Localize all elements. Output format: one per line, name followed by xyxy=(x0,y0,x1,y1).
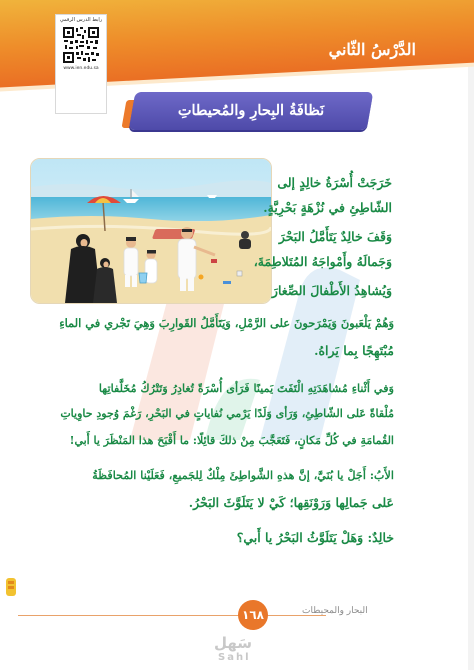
paragraph-3-line-2 xyxy=(60,406,394,422)
paragraph-3-line-3 xyxy=(70,433,394,449)
emblem-icon xyxy=(4,576,18,598)
unit-label: البحار والمحيطات xyxy=(302,606,368,616)
paragraph-2-line-5 xyxy=(314,343,394,359)
speaker-label: الأَبُ: xyxy=(369,468,394,482)
page-edge xyxy=(468,0,474,670)
lesson-title: الدَّرْسُ الثّاني xyxy=(328,40,416,59)
text-fragment: مُبْتَهِجًا بِما يَراهُ. xyxy=(314,343,394,358)
beach-family-illustration xyxy=(30,158,272,304)
brand-name-arabic: سَهل xyxy=(214,634,253,652)
paragraph-2-line-4 xyxy=(59,315,394,331)
qr-code-icon[interactable] xyxy=(62,26,100,64)
text-fragment: وَهُمْ يَلْعَبونَ وَيَمْرَحونَ على الرَّمْلِ، وَيَتَأَمَّلُ القَوارِبَ وَهِيَ تَجْري في الماءِ xyxy=(59,316,394,330)
paragraph-1-line-2 xyxy=(263,200,392,216)
text-fragment: أَجَلْ يا بُنَيَّ، إنَّ هذهِ الشَّواطِئَ مِلْكٌ لِلجَميعِ، فَعَلَيْنا المُحافَظَةُ xyxy=(92,468,370,482)
text-fragment: وَقَفَ خالِدٌ يَتَأَمَّلُ البَحْرَ xyxy=(278,229,392,244)
paragraph-2-line-3 xyxy=(272,283,392,299)
paragraph-4-line-2 xyxy=(189,495,394,511)
paragraph-5-line-1 xyxy=(237,530,394,546)
paragraph-4-line-1 xyxy=(92,467,394,484)
text-fragment: خَرَجَتْ أُسْرَةُ خالِدٍ إلى xyxy=(277,175,392,190)
section-title: نَظافَةُ البِحارِ والمُحيطاتِ xyxy=(177,102,325,119)
qr-caption: رابط الدرس الرقمي xyxy=(59,17,103,23)
text-fragment: عَلى جَمالِها وَرَوْنَقِها؛ كَيْ لا يَتَلَوَّثَ البَحْرُ. xyxy=(188,495,394,510)
paragraph-2-line-1 xyxy=(279,229,392,245)
text-fragment: الشّاطِئِ في نُزْهَةٍ بَحْرِيَّةٍ. xyxy=(263,200,392,215)
text-fragment: وَيُشاهِدُ الأَطْفالَ الصِّغارَ xyxy=(271,283,392,298)
paragraph-2-line-2 xyxy=(254,254,392,270)
paragraph-3-line-1 xyxy=(99,380,394,397)
header-dots xyxy=(430,62,460,68)
text-fragment: وَهَلْ يَتَلَوَّثُ البَحْرُ يا أَبي؟ xyxy=(236,530,368,545)
text-fragment: وَفي أَثْناءِ مُشاهَدَتِهِ الْتَفَتَ يَمينًا فَرَأى أُسْرَةً تُغادِرُ وَتَتْرُكُ مُخَلَّفاتِها xyxy=(98,381,394,395)
speaker-label: خالِدٌ: xyxy=(367,530,394,545)
brand-name-english: Sahl xyxy=(218,652,251,663)
text-fragment: القُمامَةِ في كُلِّ مَكانٍ، فَتَعَجَّبَ مِنْ ذلكَ قائِلًا: ما أَقْبَحَ هذا المَنْظَرَ يا أَبي! xyxy=(69,434,394,447)
paragraph-1-line-1 xyxy=(277,175,392,191)
footer-rule xyxy=(18,615,242,616)
text-fragment: مُلْقاةً عَلى الشّاطِئِ، وَرَأى وَلَدًا يَرْمي نُفاياتٍ في البَحْرِ، رَغْمَ وُجودِ حاوِياتِ xyxy=(60,407,394,420)
qr-block[interactable] xyxy=(55,14,107,114)
text-fragment: وَجَمالَهُ وأَمْواجَهُ المُتَلاطِمَةَ، xyxy=(253,254,392,269)
qr-url: www.ien.edu.sa xyxy=(63,66,99,71)
page-number: ١٦٨ xyxy=(238,600,268,630)
